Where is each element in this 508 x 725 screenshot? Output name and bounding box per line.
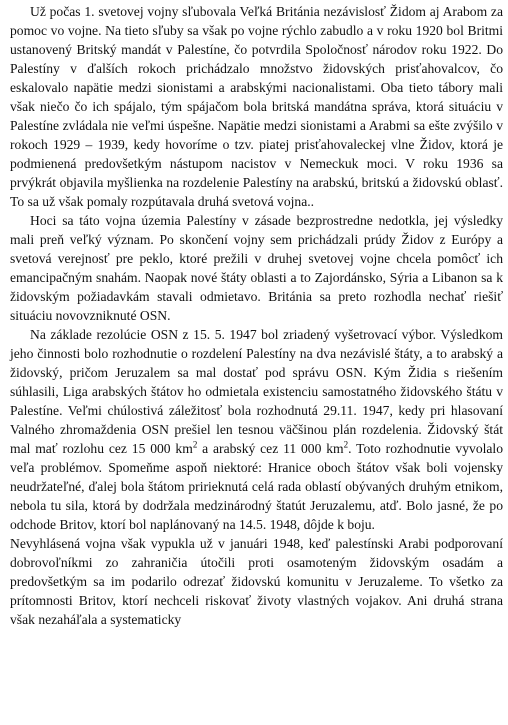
superscript-squared-2: 2 [343,439,349,450]
paragraph-4: Nevyhlásená vojna však vypukla už v januári 1948, keď palestínski Arabi podporovaní dobrovoľníkmi zo zahraničia útočili proti osamoteným židovským osadám a predovšetkým sa im podarilo odrezať židovskú komunitu v Jeruzaleme. To všetko za prítomnosti Britov, ktorí nechceli riskovať životy vlastných vojakov. Ani druhá strana však nezaháľala a systematicky [10,536,503,627]
paragraph-3-text-c: . Toto rozhodnutie vyvolalo veľa problémov. Spomeňme aspoň niektoré: Hranice oboch štátov však boli vojensky neudržateľné, ďalej bola štátom pririeknutá celá rada oblastí obývaných druhým etnikom, nebola tu sila, ktorá by dodržala medzinárodný štatút Jeruzalemu, atď. Bolo jasné, že po odchode Britov, ktorí bol naplánovaný na 14.5. 1948, dôjde k boju. [10,441,504,532]
paragraph-3 [10,325,503,534]
paragraph-3-text-b: a arabský cez 11 000 km [197,441,344,456]
paragraph-3-text-a: Na základe rezolúcie OSN z 15. 5. 1947 bol zriadený vyšetrovací výbor. Výsledkom jeho činnosti bolo rozhodnutie o rozdelení Palestíny na dva nezávislé štáty, a to arabský a židovský, pričom Jeruzalem sa mal dostať pod správu OSN. Kým Židia s riešením súhlasili, Liga arabských štátov ho odmietala existenciu samostatného židovského štátu v Palestíne. Veľmi chúlostivá záležitosť bola rozhodnutá 29.11. 1947, kedy pri hlasovaní Valného zhromaždenia OSN prešiel len tesnou väčšinou plán rozdelenia. Židovský štát mal mať rozlohu cez 15 000 km [10,327,503,456]
document-body [10,2,503,629]
paragraph-2: Hoci sa táto vojna územia Palestíny v zásade bezprostredne nedotkla, jej výsledky mali preň veľký význam. Po skončení vojny sem prichádzali prúdy Židov z Európy a svetová verejnosť pre peklo, ktoré prežili v druhej svetovej vojne chcela pomôcť ich emancipačným snahám. Naopak nové štáty oblasti a to Zajordánsko, Sýria a Libanon sa k židovským požiadavkám stavali odmietavo. Británia sa preto rozhodla nechať riešiť situáciu novovzniknuté OSN. [10,213,503,323]
paragraph-1: Už počas 1. svetovej vojny sľubovala Veľká Británia nezávislosť Židom aj Arabom za pomoc vo vojne. Na tieto sľuby sa však po vojne rýchlo zabudlo a v roku 1920 bol Britmi ustanovený Britský mandát v Palestíne, čo potvrdila Spoločnosť národov roku 1922. Do Palestíny v ďalších rokoch prichádzalo množstvo židovských prisťahovalcov, čo eskalovalo napätie medzi sionistami a arabskými nacionalistami. Oba tieto tábory mali však niečo čo ich spájalo, tým spájačom bola britská mandátna správa, ktorá situáciu v Palestíne zvládala nie veľmi úspešne. Napätie medzi sionistami a Arabmi sa ešte zvýšilo v rokoch 1929 – 1939, kedy hovoríme o tzv. piatej prisťahovaleckej vlne Židov, ktorá je podmienená predovšetkým nástupom nacistov v Nemeckuk moci. V roku 1936 sa prvýkrát objavila myšlienka na rozdelenie Palestíny na arabskú, britskú a židovskú oblasť. To sa už však pomaly rozpútavala druhá svetová vojna.. [10,4,503,209]
superscript-squared-1: 2 [192,439,198,450]
